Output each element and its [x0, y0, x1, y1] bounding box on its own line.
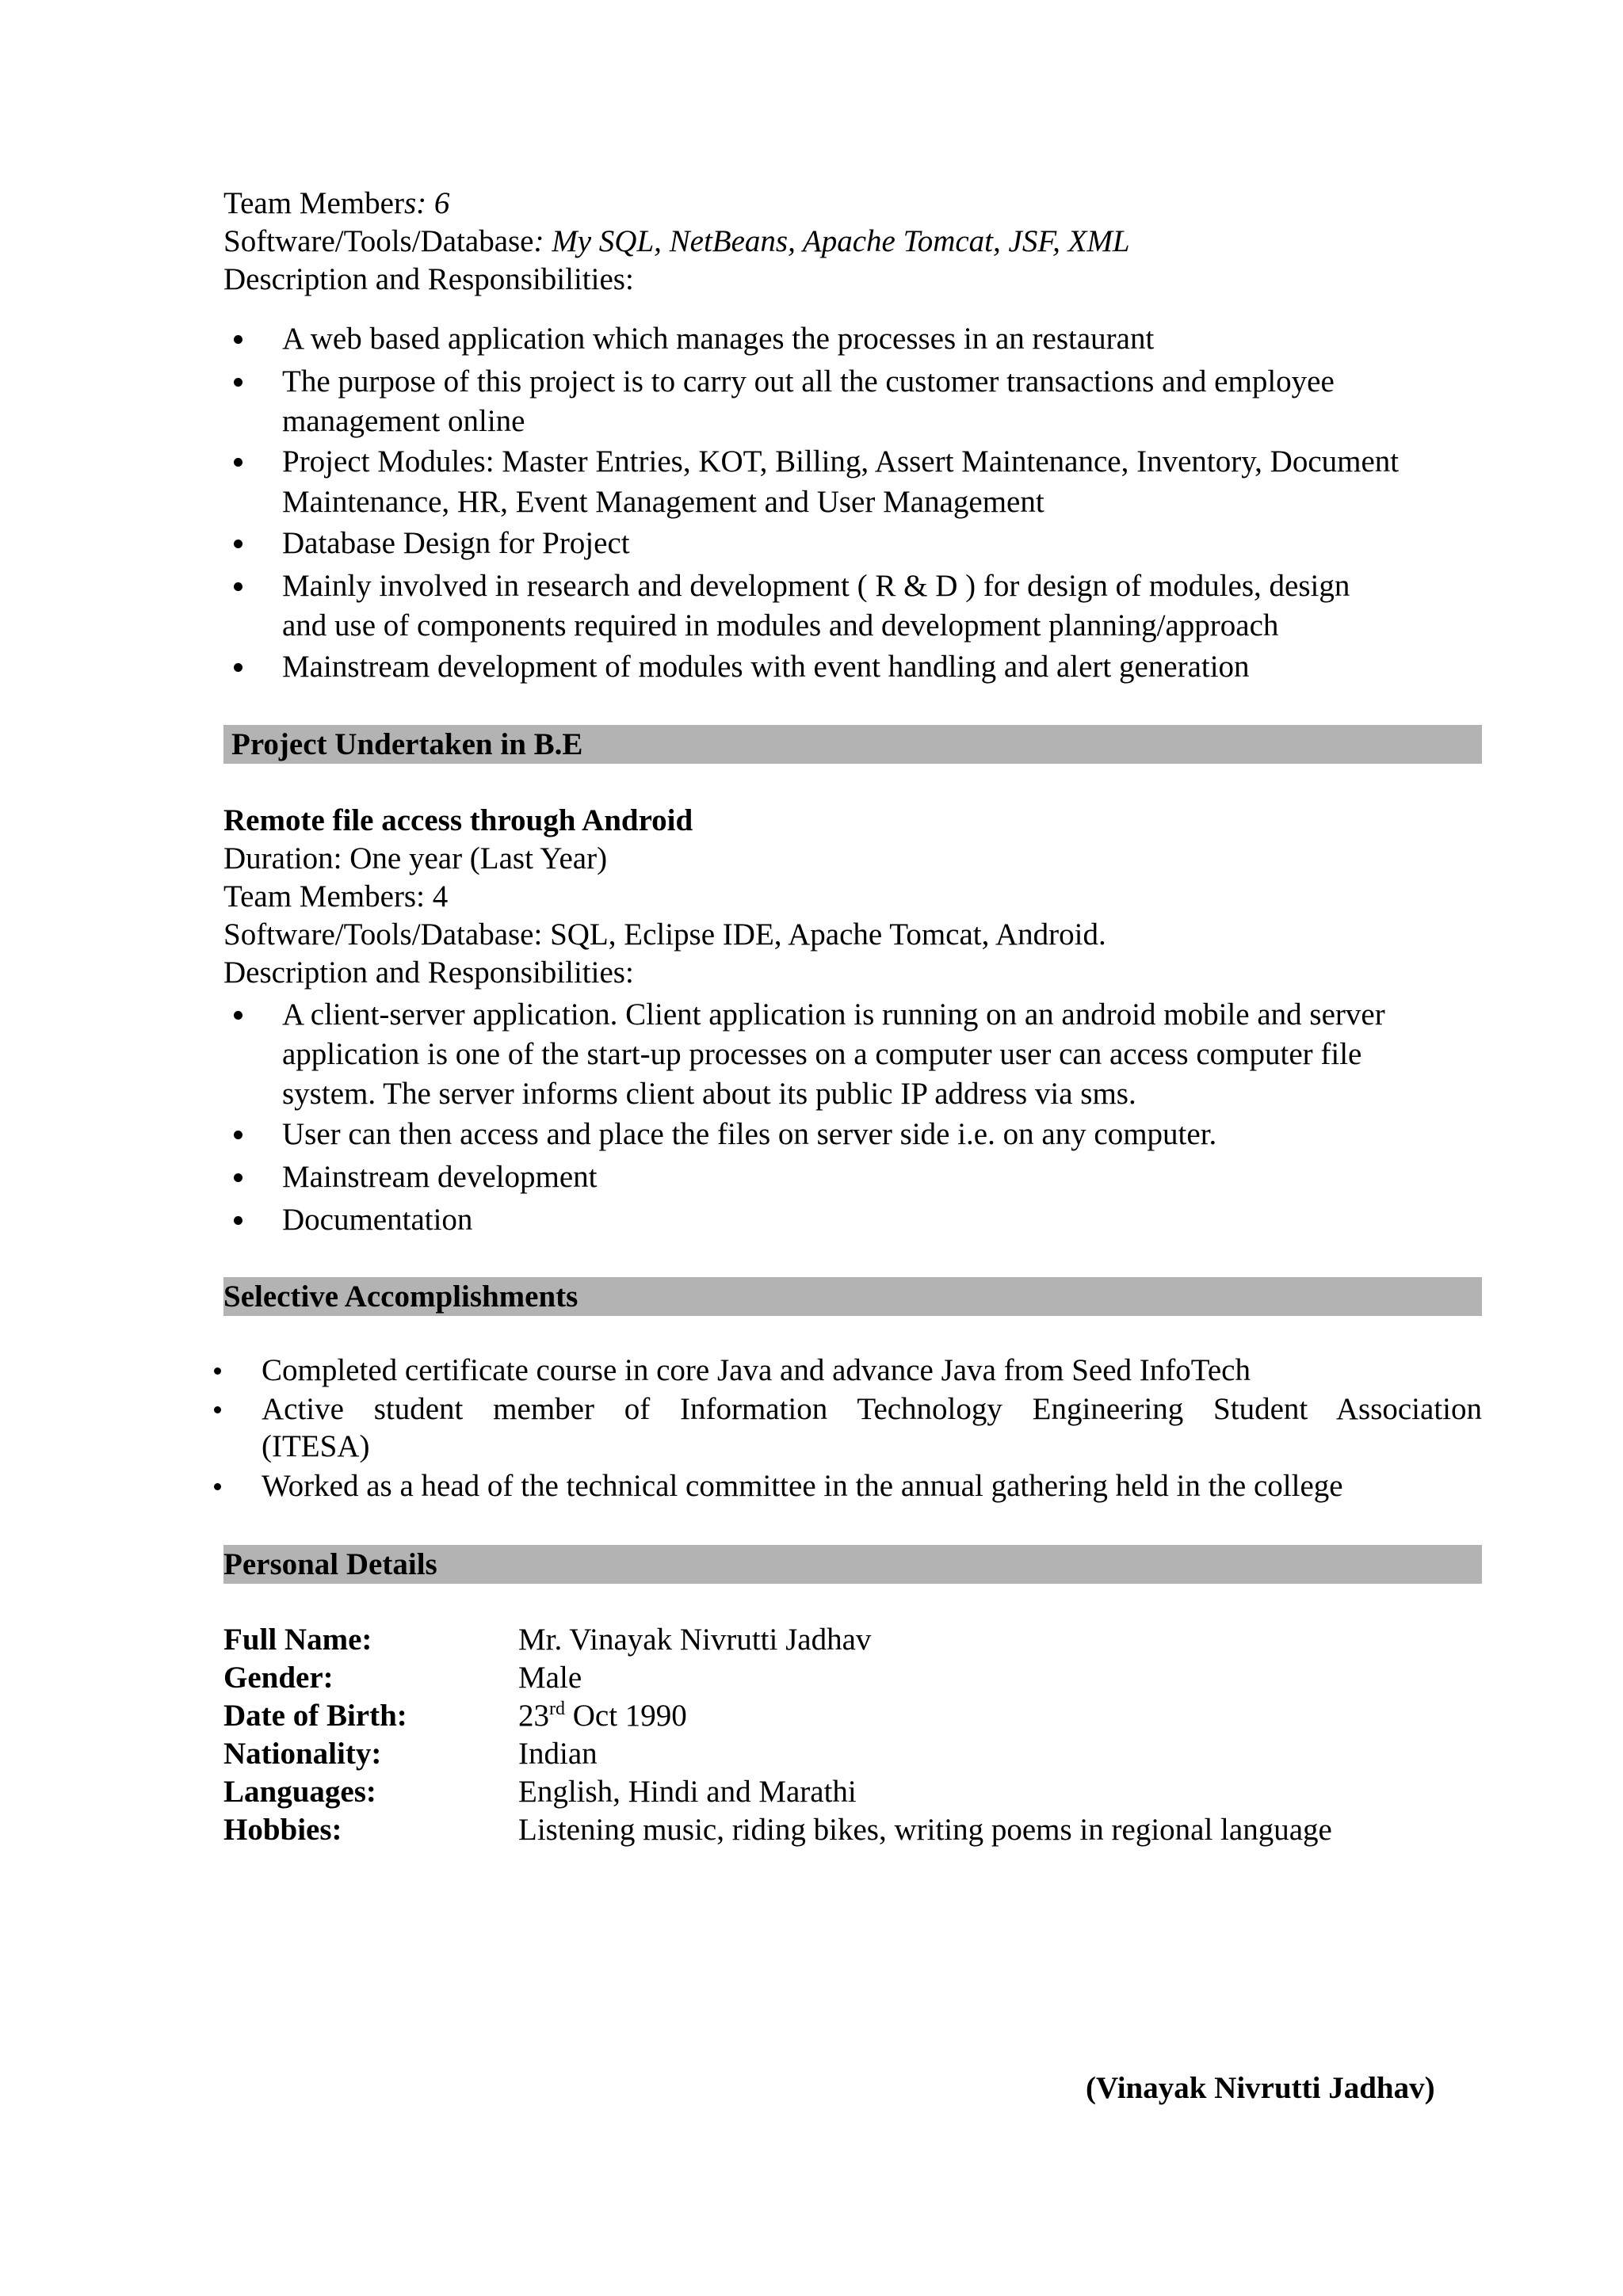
- project-title: Remote file access through Android: [223, 803, 693, 837]
- bullet-dot: [234, 1131, 242, 1139]
- dob-day: 23: [518, 1699, 549, 1733]
- team-members-line: Team Members: 4: [223, 879, 449, 913]
- list-item: Mainstream development of modules with event handling and alert generation: [282, 650, 1250, 684]
- team-members-value: s: 6: [403, 186, 450, 220]
- list-item: Documentation: [282, 1203, 473, 1237]
- nationality-value: Indian: [518, 1737, 598, 1771]
- bullet-dot: [234, 378, 242, 387]
- list-item: system. The server informs client about its public IP address via sms.: [282, 1077, 1136, 1111]
- list-item: application is one of the start-up processes on a computer user can access computer file: [282, 1037, 1362, 1071]
- bullet-dot: [234, 1011, 242, 1020]
- list-item: A web based application which manages the processes in an restaurant: [282, 322, 1155, 356]
- bullet-dot: [234, 458, 242, 467]
- list-item: Database Design for Project: [282, 526, 630, 560]
- dob-label: Date of Birth:: [223, 1699, 407, 1733]
- bullet-dot: [214, 1406, 221, 1413]
- list-item: and use of components required in modules and development planning/approach: [282, 608, 1279, 643]
- languages-label: Languages:: [223, 1775, 376, 1809]
- list-item: User can then access and place the files on server side i.e. on any computer.: [282, 1117, 1217, 1151]
- gender-label: Gender:: [223, 1661, 334, 1695]
- description-label: Description and Responsibilities:: [223, 955, 634, 990]
- section-heading-accomplishments: Selective Accomplishments: [223, 1277, 1482, 1316]
- hobbies-label: Hobbies:: [223, 1813, 342, 1847]
- list-item: Maintenance, HR, Event Management and User Management: [282, 485, 1044, 519]
- team-members-label: Team Member: [223, 186, 404, 220]
- list-item: Active student member of Information Technology Engineering Student Association: [262, 1392, 1482, 1426]
- full-name-value: Mr. Vinayak Nivrutti Jadhav: [518, 1623, 872, 1657]
- full-name-label: Full Name:: [223, 1623, 372, 1657]
- bullet-dot: [214, 1483, 221, 1490]
- bullet-dot: [234, 663, 242, 672]
- signature-name: (Vinayak Nivrutti Jadhav): [1086, 2071, 1435, 2105]
- list-item: The purpose of this project is to carry out all the customer transactions and employee: [282, 364, 1335, 399]
- section-heading-personal-details: Personal Details: [223, 1545, 1482, 1584]
- software-value: : My SQL, NetBeans, Apache Tomcat, JSF, XML: [533, 224, 1130, 258]
- list-item: Completed certificate course in core Java and advance Java from Seed InfoTech: [262, 1353, 1251, 1387]
- list-item: Mainstream development: [282, 1160, 598, 1194]
- list-item: Project Modules: Master Entries, KOT, Billing, Assert Maintenance, Inventory, Document: [282, 444, 1400, 479]
- hobbies-value: Listening music, riding bikes, writing poems in regional language: [518, 1813, 1332, 1847]
- languages-value: English, Hindi and Marathi: [518, 1775, 857, 1809]
- list-item: A client-server application. Client application is running on an android mobile and server: [282, 997, 1385, 1032]
- bullet-dot: [234, 1216, 242, 1225]
- gender-value: Male: [518, 1661, 582, 1695]
- bullet-dot: [234, 335, 242, 344]
- description-label: Description and Responsibilities:: [223, 262, 634, 296]
- software-label: Software/Tools/Database: [223, 224, 534, 258]
- software-line: Software/Tools/Database: SQL, Eclipse IDE, Apache Tomcat, Android.: [223, 917, 1106, 952]
- bullet-dot: [234, 540, 242, 548]
- bullet-dot: [234, 582, 242, 591]
- list-item: management online: [282, 404, 525, 438]
- bullet-dot: [214, 1367, 221, 1375]
- dob-month-year: Oct 1990: [565, 1699, 687, 1733]
- dob-value: [518, 1697, 687, 1735]
- dob-day-suffix: rd: [549, 1699, 565, 1719]
- software-line: [223, 223, 1130, 261]
- team-members-line: [223, 185, 449, 223]
- section-heading-project-be: Project Undertaken in B.E: [223, 725, 1482, 764]
- list-item: Mainly involved in research and development ( R & D ) for design of modules, design: [282, 569, 1350, 603]
- bullet-dot: [234, 1173, 242, 1182]
- list-item: Worked as a head of the technical committee in the annual gathering held in the college: [262, 1469, 1343, 1503]
- duration-line: Duration: One year (Last Year): [223, 841, 608, 875]
- list-item: (ITESA): [262, 1429, 370, 1463]
- nationality-label: Nationality:: [223, 1737, 382, 1771]
